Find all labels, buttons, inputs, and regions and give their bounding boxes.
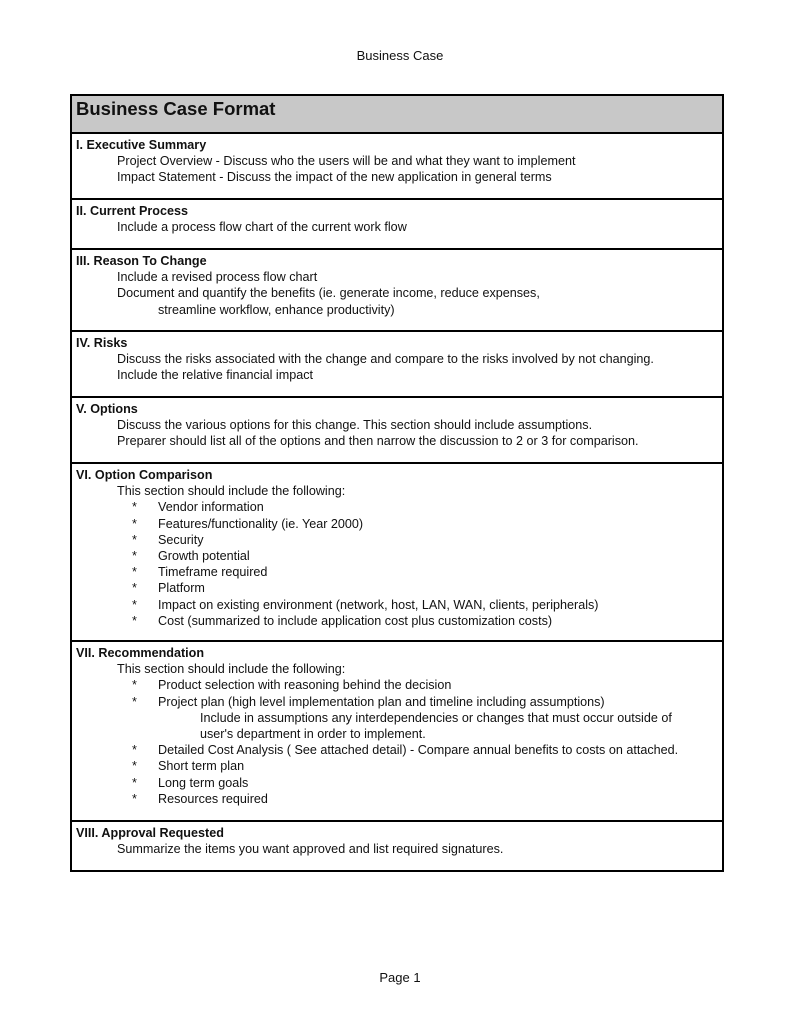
bullet-star: * [132, 775, 137, 790]
bullet-star: * [132, 565, 137, 580]
sub-line: user's department in order to implement. [200, 727, 426, 742]
bullet-text: Product selection with reasoning behind the decision [158, 678, 452, 693]
section-heading: VII. Recommendation [76, 646, 205, 660]
bullet-star: * [132, 743, 137, 758]
section-intro: This section should include the following: [117, 662, 346, 677]
section-reason-to-change [72, 250, 722, 332]
bullet-text: Timeframe required [158, 565, 268, 580]
bullet-text: Long term goals [158, 775, 249, 790]
bullet-text: Cost (summarized to include application cost plus customization costs) [158, 613, 553, 628]
bullet-item [76, 742, 722, 758]
bullet-item [76, 775, 722, 791]
bullet-item [76, 499, 722, 515]
bullet-text: Short term plan [158, 759, 245, 774]
section-heading: I. Executive Summary [76, 138, 207, 152]
section-line: Document and quantify the benefits (ie. generate income, reduce expenses, [117, 286, 540, 301]
bullet-item [76, 532, 722, 548]
section-heading: VI. Option Comparison [76, 468, 213, 482]
section-line: Discuss the various options for this change. This section should include assumptions. [117, 418, 593, 433]
bullet-item [76, 516, 722, 532]
section-line: Project Overview - Discuss who the users will be and what they want to implement [117, 154, 576, 169]
bullet-item [76, 597, 722, 613]
section-heading: III. Reason To Change [76, 254, 207, 268]
bullet-text: Growth potential [158, 549, 250, 564]
bullet-text: Impact on existing environment (network, host, LAN, WAN, clients, peripherals) [158, 597, 599, 612]
section-line: Include a process flow chart of the current work flow [117, 220, 407, 235]
bullet-item [76, 580, 722, 596]
bullet-star: * [132, 759, 137, 774]
section-line: Discuss the risks associated with the change and compare to the risks involved by not changing. [117, 352, 654, 367]
bullet-item [76, 791, 722, 807]
section-intro: This section should include the following: [117, 484, 346, 499]
bullet-star: * [132, 694, 137, 709]
bullet-text: Platform [158, 581, 205, 596]
page-header: Business Case [356, 48, 444, 63]
bullet-text: Detailed Cost Analysis ( See attached detail) - Compare annual benefits to costs on attached. [158, 743, 679, 758]
page-footer: Page 1 [379, 970, 421, 985]
section-heading: V. Options [76, 402, 138, 416]
section-executive-summary [72, 134, 722, 200]
section-line: streamline workflow, enhance productivity) [158, 302, 395, 317]
bullet-star: * [132, 597, 137, 612]
bullet-text: Vendor information [158, 500, 264, 515]
section-line: Include the relative financial impact [117, 368, 314, 383]
section-line: Impact Statement - Discuss the impact of the new application in general terms [117, 170, 552, 185]
bullet-item [76, 613, 722, 629]
bullet-star: * [132, 549, 137, 564]
bullet-star: * [132, 678, 137, 693]
section-recommendation [72, 642, 722, 822]
bullet-text: Features/functionality (ie. Year 2000) [158, 516, 364, 531]
section-heading: II. Current Process [76, 204, 188, 218]
bullet-star: * [132, 581, 137, 596]
bullet-item [76, 548, 722, 564]
bullet-text: Project plan (high level implementation plan and timeline including assumptions) [158, 694, 605, 709]
bullet-text: Security [158, 532, 204, 547]
bullet-star: * [132, 500, 137, 515]
sub-line: Include in assumptions any interdependencies or changes that must occur outside of [200, 710, 672, 725]
bullet-item [76, 694, 722, 710]
section-current-process [72, 200, 722, 250]
section-option-comparison [72, 464, 722, 642]
bullet-star: * [132, 532, 137, 547]
bullet-star: * [132, 516, 137, 531]
section-options [72, 398, 722, 464]
business-case-table [70, 94, 724, 872]
section-heading: IV. Risks [76, 336, 128, 350]
bullet-item [76, 677, 722, 693]
section-heading: VIII. Approval Requested [76, 826, 224, 840]
section-risks [72, 332, 722, 398]
section-approval-requested [72, 822, 722, 870]
bullet-text: Resources required [158, 791, 268, 806]
section-line: Include a revised process flow chart [117, 270, 318, 285]
document-title: Business Case Format [72, 96, 722, 134]
section-line: Summarize the items you want approved and list required signatures. [117, 842, 504, 857]
bullet-star: * [132, 613, 137, 628]
section-line: Preparer should list all of the options and then narrow the discussion to 2 or 3 for comparison. [117, 434, 639, 449]
bullet-item [76, 564, 722, 580]
bullet-item [76, 758, 722, 774]
bullet-star: * [132, 791, 137, 806]
